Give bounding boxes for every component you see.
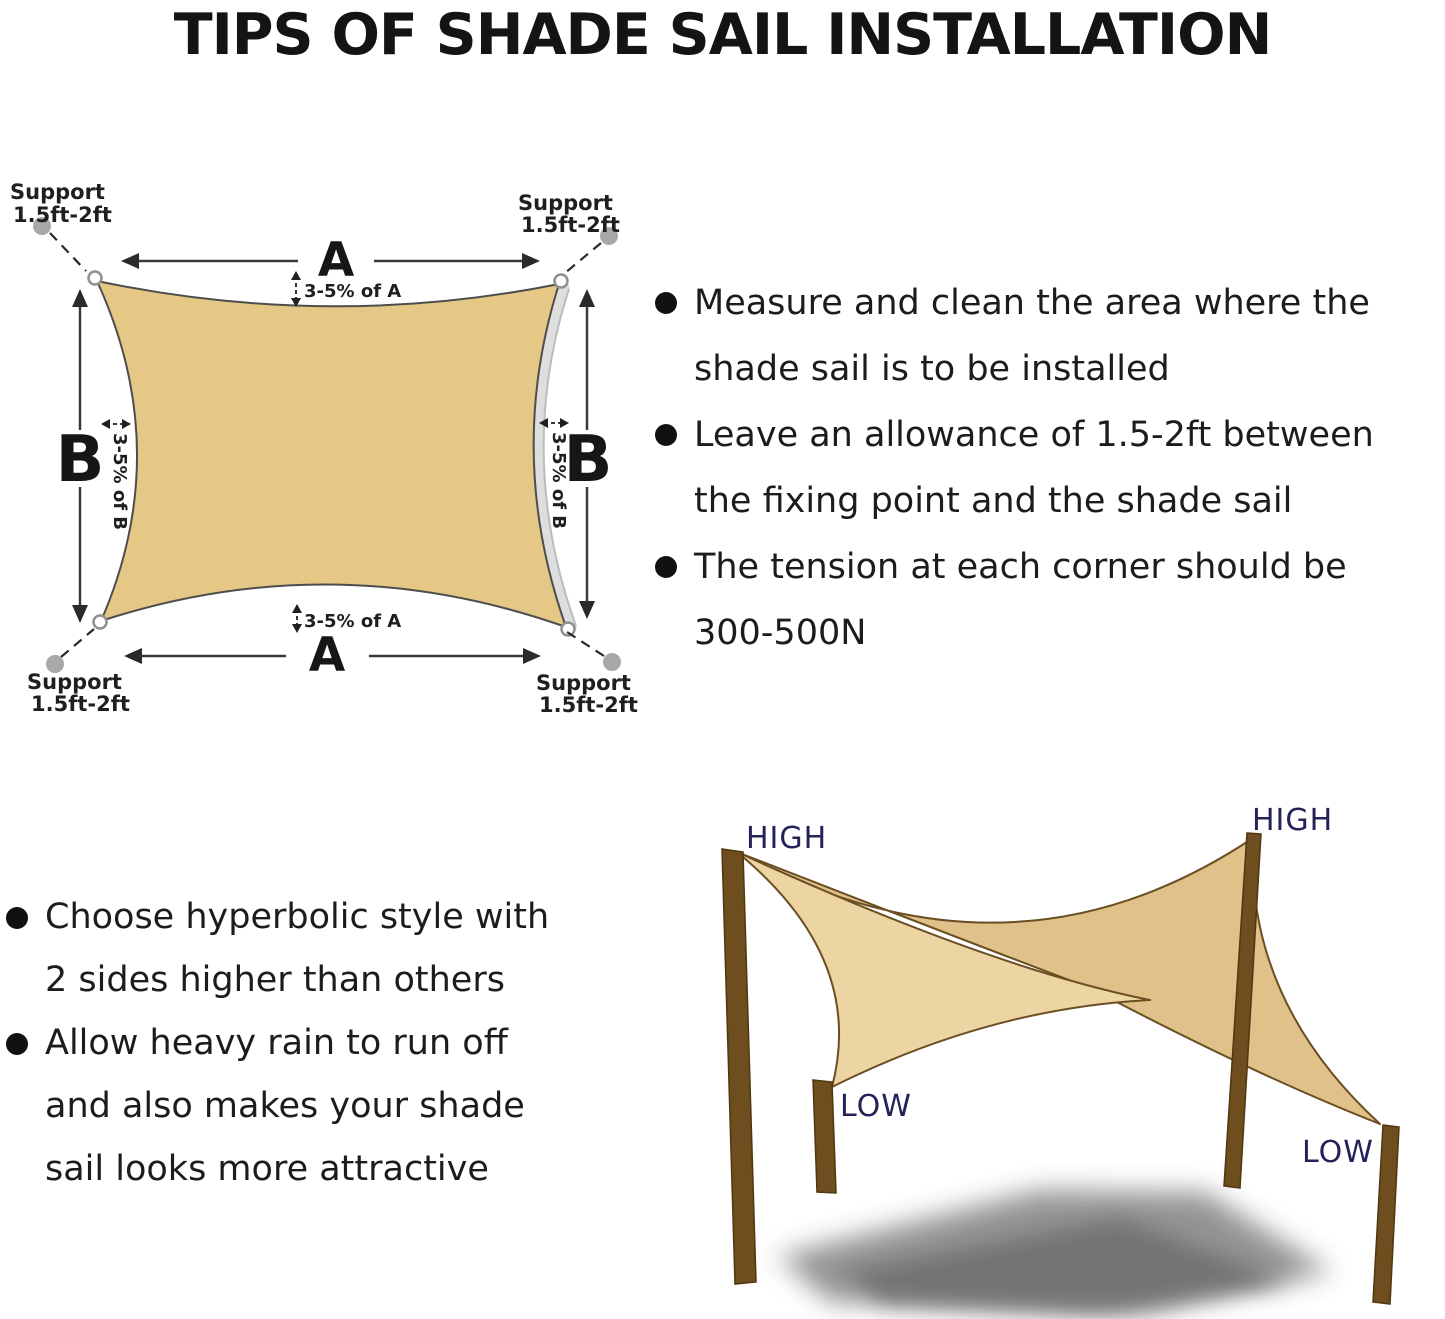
list-item xyxy=(655,534,1445,666)
sag-a-label: 3-5% of A xyxy=(304,281,402,302)
support-label: Support xyxy=(518,191,613,215)
support-tie-line xyxy=(50,233,86,271)
tip-line: Leave an allowance of 1.5-2ft between xyxy=(694,415,1374,455)
arrowhead-icon xyxy=(579,601,595,619)
support-label-top-left xyxy=(10,180,112,227)
support-tie-line xyxy=(61,629,94,657)
tip-line: 300-500N xyxy=(694,613,867,653)
support-tie-line xyxy=(567,632,604,656)
tip-line: shade sail is to be installed xyxy=(694,349,1170,389)
tip-line: the fixing point and the shade sail xyxy=(694,481,1293,521)
bullet-icon xyxy=(655,556,677,578)
arrowhead-icon xyxy=(122,419,131,429)
bullet-icon xyxy=(6,907,28,929)
list-item xyxy=(655,270,1445,402)
arrowhead-icon xyxy=(72,605,88,623)
shade-sail-measurement-diagram xyxy=(0,150,660,735)
tip-line: sail looks more attractive xyxy=(45,1149,489,1189)
arrowhead-icon xyxy=(291,271,301,280)
installation-tips-list xyxy=(655,270,1445,666)
dimension-a-label: A xyxy=(308,628,346,683)
low-label-left: LOW xyxy=(840,1089,912,1124)
arrowhead-icon xyxy=(72,289,88,307)
hyperbolic-sail-illustration xyxy=(690,780,1445,1319)
support-label-bottom-left xyxy=(27,670,130,716)
sag-indicator-bottom xyxy=(292,604,401,633)
support-distance-label: 1.5ft-2ft xyxy=(539,693,638,717)
post-high-left xyxy=(722,849,756,1284)
support-distance-label: 1.5ft-2ft xyxy=(31,692,130,716)
support-label: Support xyxy=(10,180,105,204)
page-title: TIPS OF SHADE SAIL INSTALLATION xyxy=(173,2,1272,68)
bullet-icon xyxy=(655,424,677,446)
support-distance-label: 1.5ft-2ft xyxy=(521,213,620,237)
list-item xyxy=(655,402,1445,534)
arrowhead-icon xyxy=(579,289,595,307)
support-tie-line xyxy=(565,243,601,273)
post-low-right xyxy=(1373,1125,1399,1304)
sag-b-label: 3-5% of B xyxy=(109,433,130,531)
post-low-left xyxy=(813,1080,836,1193)
tip-line: 2 sides higher than others xyxy=(45,960,505,1000)
list-item xyxy=(6,1012,631,1201)
corner-ring-icon xyxy=(89,272,102,285)
arrowhead-icon xyxy=(292,604,302,613)
arrowhead-icon xyxy=(124,648,142,664)
support-label: Support xyxy=(536,671,631,695)
arrowhead-icon xyxy=(523,648,541,664)
corner-ring-icon xyxy=(555,275,568,288)
list-item xyxy=(6,886,631,1012)
high-label-left: HIGH xyxy=(746,821,828,856)
low-label-right: LOW xyxy=(1302,1135,1374,1170)
support-label-bottom-right xyxy=(536,671,638,717)
bullet-icon xyxy=(6,1033,28,1055)
sag-a-label: 3-5% of A xyxy=(304,611,402,632)
tip-line: Allow heavy rain to run off xyxy=(45,1023,508,1063)
tip-line: Choose hyperbolic style with xyxy=(45,897,550,937)
tip-line: The tension at each corner should be xyxy=(694,547,1347,587)
dimension-a-label: A xyxy=(317,233,355,288)
arrowhead-icon xyxy=(292,624,302,633)
high-label-right: HIGH xyxy=(1252,803,1334,838)
arrowhead-icon xyxy=(121,253,139,269)
support-label-top-right xyxy=(518,191,620,237)
shade-sail-shape xyxy=(97,281,566,627)
support-distance-label: 1.5ft-2ft xyxy=(13,203,112,227)
style-tips-list xyxy=(6,886,631,1201)
arrowhead-icon xyxy=(522,253,540,269)
support-anchor-dot xyxy=(603,653,621,671)
support-label: Support xyxy=(27,670,122,694)
corner-ring-icon xyxy=(94,616,107,629)
tip-line: Measure and clean the area where the xyxy=(694,283,1370,323)
bullet-icon xyxy=(655,292,677,314)
dimension-b-label: B xyxy=(563,423,613,497)
sag-b-label: 3-5% of B xyxy=(548,432,569,530)
tip-line: and also makes your shade xyxy=(45,1086,525,1126)
dimension-b-label: B xyxy=(55,423,105,497)
sag-indicator-left xyxy=(101,419,131,530)
